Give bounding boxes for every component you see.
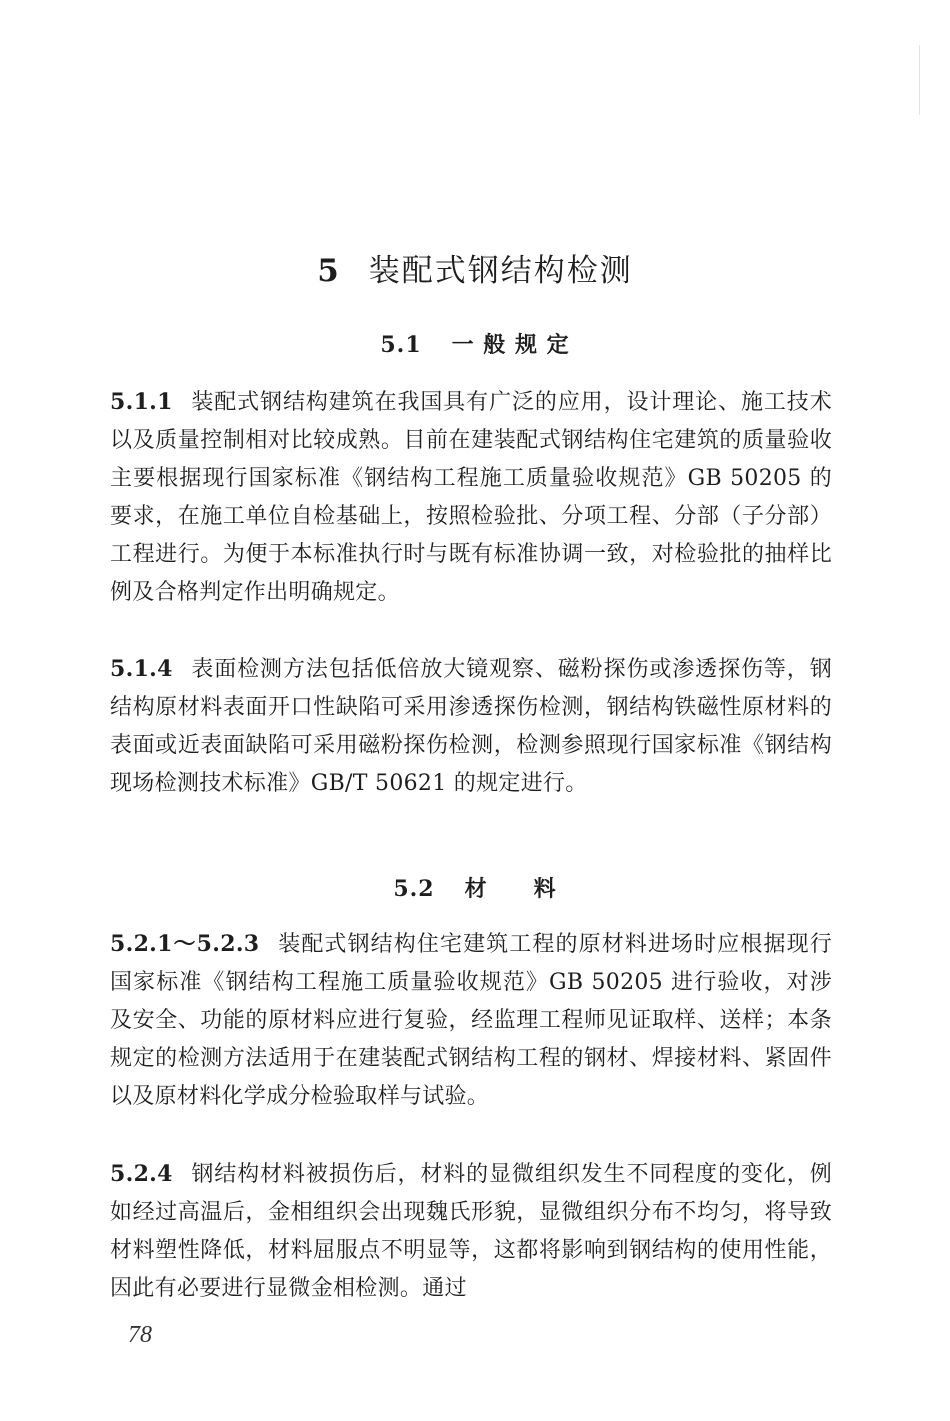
- section-number: 5.1: [380, 332, 422, 358]
- scan-edge-mark: [919, 45, 920, 115]
- clause-text: 装配式钢结构住宅建筑工程的原材料进场时应根据现行国家标准《钢结构工程施工质量验收规范》GB 50205 进行验收，对涉及安全、功能的原材料应进行复验，经监理工程师见证取样、送样；本条规定的检测方法适用于在建装配式钢结构工程的钢材、焊接材料、紧固件以及原材料化学成分检验取样与试验。: [110, 932, 832, 1109]
- clause-paragraph: [110, 383, 832, 612]
- clause-number: 5.1.4: [110, 656, 173, 682]
- clause-paragraph: [110, 650, 832, 803]
- clause-number: 5.1.1: [110, 389, 173, 415]
- section-number: 5.2: [393, 876, 435, 902]
- section-title: [0, 872, 950, 903]
- clause-number: 5.2.4: [110, 1161, 173, 1187]
- clause-text: 钢结构材料被损伤后，材料的显微组织发生不同程度的变化，例如经过高温后，金相组织会出现魏氏形貌，显微组织分布不均匀，将导致材料塑性降低，材料屈服点不明显等，这都将影响到钢结构的使用性能，因此有必要进行显微金相检测。通过: [110, 1162, 832, 1301]
- clause-paragraph: [110, 925, 832, 1116]
- chapter-title: [0, 245, 950, 290]
- section-title: [0, 328, 950, 359]
- clause-paragraph: [110, 1155, 832, 1308]
- chapter-number: 5: [317, 253, 341, 289]
- section-heading-text: 一 般 规 定: [451, 333, 570, 358]
- clause-text: 装配式钢结构建筑在我国具有广泛的应用，设计理论、施工技术以及质量控制相对比较成熟。目前在建装配式钢结构住宅建筑的质量验收主要根据现行国家标准《钢结构工程施工质量验收规范》GB 50205 的要求，在施工单位自检基础上，按照检验批、分项工程、分部（子分部）工程进行。为便于本标准执行时与既有标准协调一致，对检验批的抽样比例及合格判定作出明确规定。: [110, 390, 832, 605]
- clause-text: 表面检测方法包括低倍放大镜观察、磁粉探伤或渗透探伤等，钢结构原材料表面开口性缺陷可采用渗透探伤检测，钢结构铁磁性原材料的表面或近表面缺陷可采用磁粉探伤检测，检测参照现行国家标准《钢结构现场检测技术标准》GB/T 50621 的规定进行。: [110, 657, 832, 796]
- page-number: 78: [128, 1322, 152, 1348]
- section-heading-text: 材 料: [464, 877, 557, 902]
- clause-number: 5.2.1～5.2.3: [110, 931, 260, 957]
- chapter-heading-text: 装配式钢结构检测: [368, 253, 633, 289]
